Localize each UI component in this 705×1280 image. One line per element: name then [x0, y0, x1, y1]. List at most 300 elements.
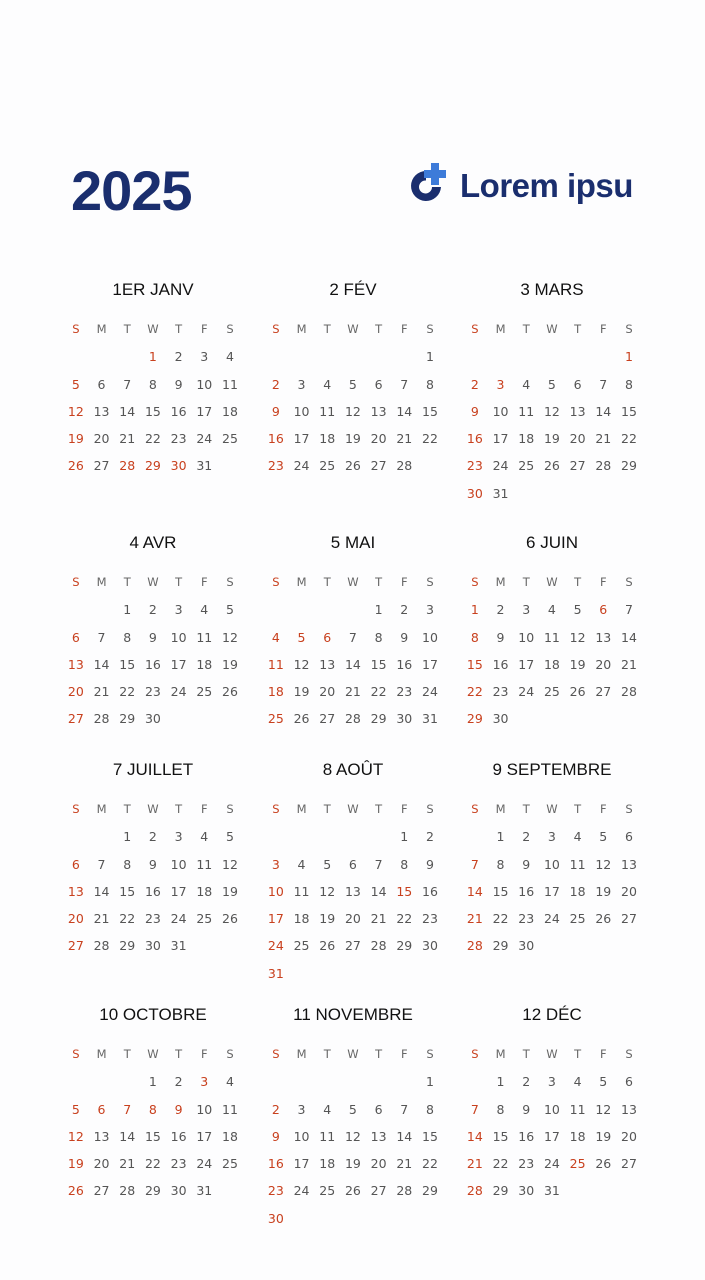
- weekday-header: M: [96, 1047, 107, 1061]
- day-cell-holiday: 29: [466, 711, 483, 727]
- day-cell: 7: [624, 602, 633, 618]
- day-cell: 9: [400, 629, 409, 645]
- day-cell: 5: [599, 1074, 608, 1090]
- day-cell: 21: [344, 684, 361, 700]
- day-cell: 24: [422, 684, 438, 700]
- day-cell: 26: [222, 911, 238, 927]
- day-cell: 12: [595, 856, 612, 872]
- month-3: [462, 278, 642, 507]
- weekday-header: F: [200, 802, 208, 816]
- day-cell: 16: [170, 403, 187, 419]
- day-cell: 29: [492, 1183, 509, 1199]
- weekday-header: F: [400, 322, 408, 336]
- day-cell-holiday: 17: [267, 911, 284, 927]
- day-cell-holiday: 23: [267, 1183, 284, 1199]
- day-cell-holiday: 22: [466, 684, 483, 700]
- empty-cell: [89, 1068, 115, 1095]
- logo: [404, 163, 633, 209]
- day-cell: 30: [518, 1183, 535, 1199]
- day-cell-holiday: 13: [67, 883, 84, 899]
- weekday-header: M: [495, 802, 506, 816]
- day-cell-holiday: 3: [496, 376, 505, 392]
- weekday-header: T: [323, 575, 331, 589]
- day-cell-holiday: 6: [97, 1101, 106, 1117]
- weekday-header: S: [226, 575, 234, 589]
- day-cell: 15: [144, 403, 161, 419]
- day-cell: 4: [323, 376, 332, 392]
- day-cell: 4: [522, 376, 531, 392]
- day-cell: 28: [93, 711, 110, 727]
- month-grid: [63, 316, 243, 480]
- day-cell-holiday: 8: [148, 1101, 157, 1117]
- day-cell: 22: [621, 431, 637, 447]
- day-cell: 30: [518, 938, 535, 954]
- day-cell: 6: [624, 1074, 633, 1090]
- month-7: [63, 758, 243, 960]
- weekday-header: W: [546, 1047, 558, 1061]
- weekday-header: T: [323, 322, 331, 336]
- weekday-header: S: [625, 1047, 633, 1061]
- month-10: [63, 1003, 243, 1205]
- weekday-header: T: [123, 322, 131, 336]
- day-cell-holiday: 1: [624, 349, 633, 365]
- weekday-header: T: [375, 322, 383, 336]
- day-cell: 14: [370, 883, 387, 899]
- day-cell: 16: [492, 656, 509, 672]
- month-title: 10 OCTOBRE: [99, 1005, 207, 1024]
- weekday-header: W: [147, 802, 159, 816]
- day-cell: 13: [621, 856, 637, 872]
- weekday-header: T: [522, 802, 530, 816]
- year-title: 2025: [71, 159, 192, 222]
- empty-cell: [63, 1068, 89, 1095]
- day-cell: 8: [374, 629, 383, 645]
- day-cell: 15: [370, 656, 387, 672]
- day-cell: 15: [422, 1128, 438, 1144]
- day-cell: 1: [425, 349, 434, 365]
- day-cell: 23: [144, 911, 161, 927]
- weekday-header: S: [272, 575, 280, 589]
- day-cell: 20: [344, 911, 361, 927]
- month-title: 1ER JANV: [112, 280, 194, 299]
- weekday-header: F: [400, 1047, 408, 1061]
- day-cell: 13: [93, 403, 110, 419]
- day-cell: 6: [374, 1101, 383, 1117]
- weekday-header: F: [400, 802, 408, 816]
- logo-cross-icon: [404, 163, 450, 209]
- day-cell: 5: [225, 602, 234, 618]
- day-cell-holiday: 25: [267, 711, 284, 727]
- day-cell: 3: [200, 349, 209, 365]
- day-cell: 27: [370, 458, 387, 474]
- month-grid: [462, 316, 642, 507]
- month-title: 5 MAI: [330, 533, 376, 552]
- weekday-header: S: [471, 1047, 479, 1061]
- empty-cell: [340, 596, 366, 623]
- day-cell-holiday: 29: [144, 458, 161, 474]
- day-cell: 26: [344, 458, 361, 474]
- day-cell: 18: [319, 1156, 336, 1172]
- day-cell-holiday: 30: [170, 458, 187, 474]
- day-cell-holiday: 7: [123, 1101, 132, 1117]
- day-cell-holiday: 14: [466, 1128, 483, 1144]
- weekday-header: S: [272, 322, 280, 336]
- day-cell: 23: [170, 1156, 187, 1172]
- day-cell: 16: [422, 883, 438, 899]
- empty-cell: [314, 596, 340, 623]
- day-cell: 17: [170, 656, 187, 672]
- day-cell-holiday: 14: [466, 883, 483, 899]
- empty-cell: [462, 823, 488, 850]
- weekday-header: F: [599, 802, 607, 816]
- day-cell: 4: [573, 829, 582, 845]
- day-cell: 7: [123, 376, 132, 392]
- day-cell: 2: [174, 349, 183, 365]
- day-cell: 25: [222, 1156, 238, 1172]
- day-cell: 5: [573, 602, 582, 618]
- month-title: 9 SEPTEMBRE: [492, 760, 612, 779]
- day-cell: 16: [144, 656, 161, 672]
- weekday-header: W: [546, 322, 558, 336]
- day-cell-holiday: 24: [267, 938, 284, 954]
- day-cell: 13: [319, 656, 336, 672]
- day-cell: 20: [569, 431, 586, 447]
- weekday-header: T: [574, 575, 582, 589]
- day-cell: 26: [595, 1156, 612, 1172]
- day-cell: 10: [518, 629, 535, 645]
- day-cell: 28: [93, 938, 110, 954]
- month-title: 12 DÉC: [522, 1005, 582, 1024]
- day-cell-holiday: 20: [67, 684, 84, 700]
- month-title: 7 JUILLET: [112, 760, 194, 779]
- day-cell: 9: [425, 856, 434, 872]
- day-cell: 15: [621, 403, 637, 419]
- day-cell: 14: [93, 883, 110, 899]
- day-cell-holiday: 9: [470, 403, 479, 419]
- day-cell-holiday: 3: [200, 1074, 209, 1090]
- day-cell: 23: [170, 431, 187, 447]
- day-cell: 29: [119, 938, 136, 954]
- day-cell: 17: [196, 1128, 213, 1144]
- day-cell: 17: [422, 656, 438, 672]
- day-cell: 22: [119, 684, 136, 700]
- weekday-header: T: [323, 802, 331, 816]
- weekday-header: F: [599, 322, 607, 336]
- day-cell: 2: [148, 602, 157, 618]
- month-grid: [263, 1041, 443, 1232]
- day-cell: 10: [196, 1101, 213, 1117]
- day-cell: 11: [222, 376, 238, 392]
- day-cell-holiday: 9: [271, 403, 280, 419]
- weekday-header: S: [226, 1047, 234, 1061]
- day-cell: 10: [196, 376, 213, 392]
- day-cell: 9: [148, 629, 157, 645]
- day-cell: 14: [396, 403, 413, 419]
- empty-cell: [63, 343, 89, 370]
- day-cell: 19: [222, 883, 238, 899]
- day-cell: 18: [222, 1128, 238, 1144]
- day-cell: 16: [144, 883, 161, 899]
- day-cell: 16: [518, 1128, 535, 1144]
- day-cell-holiday: 2: [271, 1101, 280, 1117]
- day-cell: 8: [496, 856, 505, 872]
- empty-cell: [114, 343, 140, 370]
- day-cell: 24: [293, 1183, 310, 1199]
- weekday-header: T: [522, 575, 530, 589]
- day-cell: 14: [93, 656, 110, 672]
- day-cell: 25: [518, 458, 535, 474]
- weekday-header: S: [72, 1047, 80, 1061]
- day-cell: 15: [492, 1128, 509, 1144]
- weekday-header: F: [200, 575, 208, 589]
- day-cell: 20: [319, 684, 336, 700]
- weekday-header: W: [546, 575, 558, 589]
- day-cell: 13: [370, 403, 387, 419]
- empty-cell: [590, 343, 616, 370]
- day-cell: 15: [144, 1128, 161, 1144]
- day-cell: 6: [374, 376, 383, 392]
- day-cell: 14: [396, 1128, 413, 1144]
- day-cell: 26: [543, 458, 560, 474]
- day-cell: 4: [225, 349, 234, 365]
- day-cell: 7: [348, 629, 357, 645]
- month-2: [263, 278, 443, 480]
- month-11: [263, 1003, 443, 1232]
- weekday-header: T: [123, 575, 131, 589]
- day-cell: 9: [522, 856, 531, 872]
- weekday-header: T: [574, 802, 582, 816]
- weekday-header: T: [175, 1047, 183, 1061]
- weekday-header: W: [147, 322, 159, 336]
- day-cell: 2: [425, 829, 434, 845]
- weekday-header: W: [347, 322, 359, 336]
- day-cell-holiday: 2: [271, 376, 280, 392]
- weekday-header: T: [574, 1047, 582, 1061]
- day-cell: 11: [293, 883, 310, 899]
- day-cell: 24: [196, 431, 213, 447]
- day-cell: 29: [396, 938, 413, 954]
- day-cell-holiday: 5: [297, 629, 306, 645]
- day-cell: 25: [569, 911, 586, 927]
- day-cell: 11: [196, 856, 213, 872]
- month-9: [462, 758, 642, 960]
- month-grid: [63, 569, 243, 733]
- day-cell-holiday: 5: [71, 1101, 80, 1117]
- day-cell: 18: [293, 911, 310, 927]
- day-cell: 8: [148, 376, 157, 392]
- day-cell: 31: [422, 711, 438, 727]
- weekday-header: F: [400, 575, 408, 589]
- day-cell: 4: [297, 856, 306, 872]
- day-cell: 18: [222, 403, 238, 419]
- weekday-header: T: [123, 802, 131, 816]
- weekday-header: F: [200, 322, 208, 336]
- day-cell: 18: [196, 656, 213, 672]
- day-cell: 14: [344, 656, 361, 672]
- day-cell: 21: [595, 431, 612, 447]
- day-cell: 31: [196, 1183, 213, 1199]
- day-cell-holiday: 25: [569, 1156, 586, 1172]
- weekday-header: S: [226, 802, 234, 816]
- day-cell: 10: [543, 1101, 560, 1117]
- day-cell: 16: [518, 883, 535, 899]
- day-cell: 12: [293, 656, 310, 672]
- weekday-header: T: [522, 322, 530, 336]
- day-cell-holiday: 26: [67, 458, 84, 474]
- weekday-header: F: [200, 1047, 208, 1061]
- day-cell: 23: [518, 1156, 535, 1172]
- day-cell: 30: [422, 938, 438, 954]
- empty-cell: [366, 343, 392, 370]
- day-cell: 29: [370, 711, 387, 727]
- day-cell: 28: [119, 1183, 136, 1199]
- day-cell: 20: [370, 431, 387, 447]
- day-cell: 10: [422, 629, 438, 645]
- day-cell: 25: [293, 938, 310, 954]
- day-cell-holiday: 30: [466, 485, 483, 501]
- day-cell: 21: [93, 684, 110, 700]
- empty-cell: [462, 1068, 488, 1095]
- empty-cell: [89, 823, 115, 850]
- day-cell: 18: [518, 431, 535, 447]
- month-title: 2 FÉV: [329, 280, 377, 299]
- day-cell: 28: [370, 938, 387, 954]
- day-cell-holiday: 20: [67, 911, 84, 927]
- day-cell: 7: [97, 856, 106, 872]
- month-12: [462, 1003, 642, 1205]
- day-cell: 13: [344, 883, 361, 899]
- empty-cell: [488, 343, 514, 370]
- day-cell: 7: [400, 376, 409, 392]
- month-grid: [263, 569, 443, 733]
- day-cell: 18: [569, 883, 586, 899]
- month-grid: [263, 316, 443, 480]
- month-title: 8 AOÛT: [322, 760, 384, 779]
- day-cell-holiday: 16: [267, 1156, 284, 1172]
- day-cell: 19: [595, 1128, 612, 1144]
- empty-cell: [263, 823, 289, 850]
- day-cell: 1: [496, 829, 505, 845]
- month-grid: [462, 796, 642, 960]
- day-cell: 21: [396, 431, 413, 447]
- day-cell: 11: [319, 403, 336, 419]
- day-cell: 31: [543, 1183, 560, 1199]
- month-grid: [63, 796, 243, 960]
- empty-cell: [89, 343, 115, 370]
- day-cell: 24: [518, 684, 535, 700]
- day-cell-holiday: 3: [271, 856, 280, 872]
- day-cell: 28: [595, 458, 612, 474]
- day-cell: 11: [518, 403, 535, 419]
- empty-cell: [289, 343, 315, 370]
- day-cell-holiday: 13: [67, 656, 84, 672]
- day-cell: 7: [97, 629, 106, 645]
- day-cell: 16: [170, 1128, 187, 1144]
- day-cell: 11: [569, 856, 586, 872]
- day-cell: 27: [93, 1183, 110, 1199]
- day-cell-holiday: 18: [267, 684, 284, 700]
- day-cell: 8: [123, 629, 132, 645]
- day-cell: 19: [344, 1156, 361, 1172]
- day-cell: 30: [492, 711, 509, 727]
- day-cell: 18: [569, 1128, 586, 1144]
- day-cell: 19: [595, 883, 612, 899]
- day-cell: 29: [119, 711, 136, 727]
- day-cell: 28: [344, 711, 361, 727]
- day-cell: 11: [543, 629, 560, 645]
- day-cell: 9: [148, 856, 157, 872]
- weekday-header: S: [72, 802, 80, 816]
- day-cell: 10: [293, 403, 310, 419]
- empty-cell: [565, 343, 591, 370]
- day-cell: 18: [196, 883, 213, 899]
- day-cell: 29: [144, 1183, 161, 1199]
- day-cell: 25: [319, 1183, 336, 1199]
- day-cell: 28: [621, 684, 637, 700]
- day-cell-holiday: 21: [466, 1156, 483, 1172]
- month-grid: [462, 1041, 642, 1205]
- day-cell-holiday: 6: [71, 856, 80, 872]
- weekday-header: S: [625, 802, 633, 816]
- day-cell: 27: [569, 458, 586, 474]
- day-cell: 29: [621, 458, 637, 474]
- weekday-header: S: [625, 322, 633, 336]
- day-cell: 5: [323, 856, 332, 872]
- day-cell: 17: [492, 431, 509, 447]
- day-cell: 22: [370, 684, 387, 700]
- day-cell-holiday: 28: [119, 458, 136, 474]
- day-cell: 17: [543, 883, 560, 899]
- day-cell-holiday: 9: [174, 1101, 183, 1117]
- weekday-header: S: [426, 1047, 434, 1061]
- day-cell: 4: [200, 602, 209, 618]
- day-cell: 20: [370, 1156, 387, 1172]
- weekday-header: T: [375, 575, 383, 589]
- day-cell: 8: [425, 376, 434, 392]
- weekday-header: M: [96, 802, 107, 816]
- day-cell: 22: [492, 1156, 509, 1172]
- day-cell: 2: [174, 1074, 183, 1090]
- day-cell-holiday: 6: [599, 602, 608, 618]
- empty-cell: [391, 1068, 417, 1095]
- day-cell: 25: [196, 684, 213, 700]
- empty-cell: [340, 343, 366, 370]
- day-cell: 22: [144, 1156, 161, 1172]
- day-cell: 15: [119, 883, 136, 899]
- weekday-header: W: [347, 802, 359, 816]
- empty-cell: [366, 1068, 392, 1095]
- weekday-header: S: [471, 575, 479, 589]
- day-cell: 17: [543, 1128, 560, 1144]
- day-cell: 3: [174, 602, 183, 618]
- day-cell: 21: [396, 1156, 413, 1172]
- day-cell: 13: [93, 1128, 110, 1144]
- day-cell-holiday: 16: [267, 431, 284, 447]
- day-cell: 1: [123, 829, 132, 845]
- day-cell: 10: [293, 1128, 310, 1144]
- month-grid: [63, 1041, 243, 1205]
- day-cell: 15: [492, 883, 509, 899]
- day-cell-holiday: 1: [148, 349, 157, 365]
- day-cell: 24: [196, 1156, 213, 1172]
- day-cell-holiday: 12: [67, 1128, 84, 1144]
- day-cell: 22: [422, 431, 438, 447]
- day-cell: 21: [119, 431, 136, 447]
- day-cell: 27: [621, 1156, 637, 1172]
- day-cell: 10: [543, 856, 560, 872]
- day-cell: 13: [621, 1101, 637, 1117]
- day-cell: 2: [400, 602, 409, 618]
